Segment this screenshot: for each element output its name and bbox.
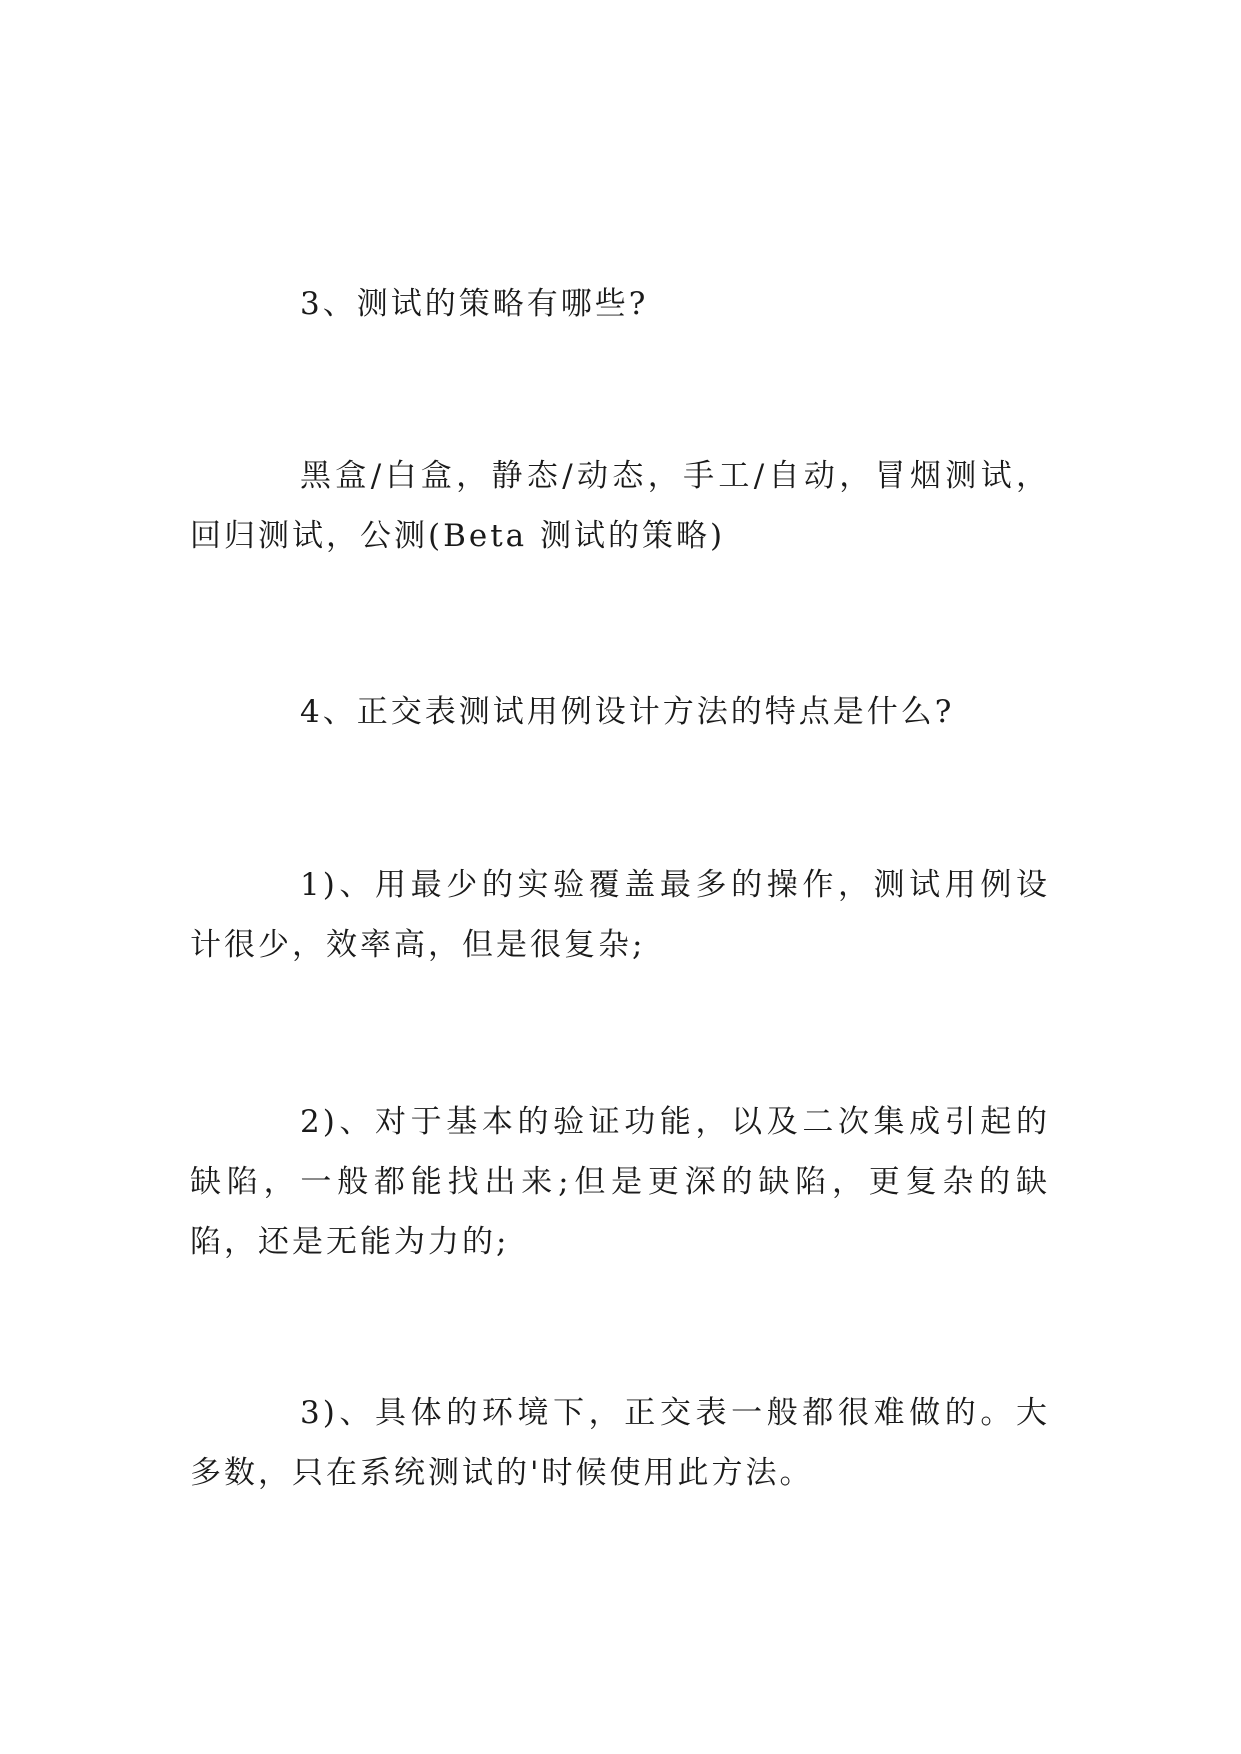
question-4-heading: 4、正交表测试用例设计方法的特点是什么? [300, 694, 955, 730]
answer-4-point-3: 3)、具体的环境下，正交表一般都很难做的。大多数，只在系统测试的'时候使用此方法。 [190, 1395, 1050, 1491]
question-3-heading: 3、测试的策略有哪些? [300, 286, 649, 322]
answer-4-point-2: 2)、对于基本的验证功能，以及二次集成引起的缺陷，一般都能找出来;但是更深的缺陷，更复杂的缺陷，还是无能为力的; [190, 1104, 1050, 1260]
answer-4-point-1: 1)、用最少的实验覆盖最多的操作，测试用例设计很少，效率高，但是很复杂; [190, 867, 1050, 963]
answer-3-paragraph: 黑盒/白盒，静态/动态，手工/自动，冒烟测试，回归测试，公测(Beta 测试的策略) [190, 458, 1050, 554]
